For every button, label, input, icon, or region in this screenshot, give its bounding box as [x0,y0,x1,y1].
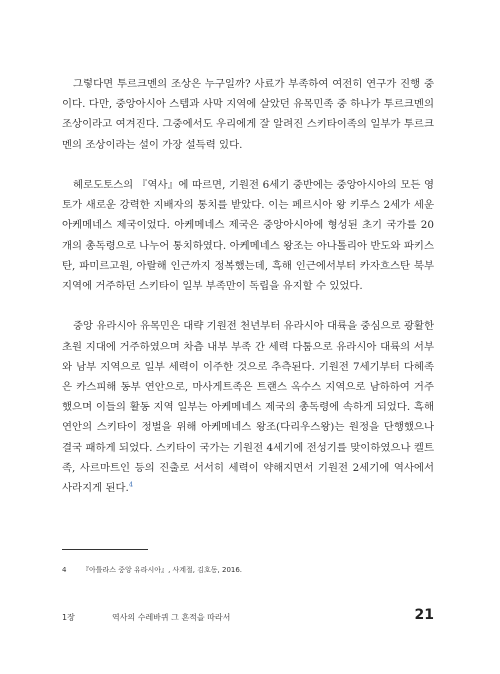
body-text [62,74,434,498]
chapter-label: 1장 [62,613,75,622]
footnote-reference[interactable]: 4 [128,480,133,489]
page-number: 21 [414,607,434,623]
footnote-number: 4 [62,566,67,574]
paragraph-3 [62,316,434,498]
paragraph-2: 헤로도토스의 『역사』에 따르면, 기원전 6세기 중반에는 중앙아시아의 모든 영토가 새로운 강력한 지배자의 통치를 받았다. 이는 페르시아 왕 키루스 2세가 세운 아케메네스 제국이었다. 아케메네스 제국은 중앙아시아에 형성된 초기 국가를 20개의 총독령으로 나누어 통치하였다. 아케메네스 왕조는 아나톨리아 반도와 파키스탄, 파미르고원, 아랄해 인근까지 정복했는데, 흑해 인근에서부터 카자흐스탄 북부 지역에 거주하던 스키타이 일부 부족만이 독립을 유지할 수 있었다. [62,179,434,293]
paragraph-3-text: 중앙 유라시아 유목민은 대략 기원전 천년부터 유라시아 대륙을 중심으로 광활한 초원 지대에 거주하였으며 차츰 내부 부족 간 세력 다툼으로 유라시아 대륙의 서부와 남부 지역으로 일부 세력이 이주한 것으로 추측된다. 기원전 7세기부터 다헤족은 카스피해 동부 연안으로, 마사게트족은 트랜스 옥수스 지역으로 남하하여 거주했으며 이들의 활동 지역 일부는 아케메네스 제국의 총독령에 속하게 되었다. 흑해 연안의 스키타이 정벌을 위해 아케메네스 왕조(다리우스왕)는 원정을 단행했으나 결국 패하게 되었다. 스키타이 국가는 기원전 4세기에 전성기를 맞이하였으나 켈트족, 사르마트인 등의 진출로 서서히 세력이 약해지면서 기원전 2세기에 역사에서 사라지게 된다. [62,320,434,495]
footnote-text: 『아틀라스 중앙 유라시아』, 사계절, 김호동, 2016. [82,566,243,574]
paragraph-1: 그렇다면 투르크멘의 조상은 누구일까? 사료가 부족하여 여전히 연구가 진행 중이다. 다만, 중앙아시아 스텝과 사막 지역에 살았던 유목민족 중 하나가 투르크멘의 조상이라고 여겨진다. 그중에서도 우리에게 잘 알려진 스키타이족의 일부가 투르크멘의 조상이라는 설이 가장 설득력 있다. [62,78,434,151]
page-footer [62,607,434,629]
footnote [62,565,242,575]
footnote-divider [62,549,148,550]
running-title: 역사의 수레바퀴 그 흔적을 따라서 [112,613,231,622]
